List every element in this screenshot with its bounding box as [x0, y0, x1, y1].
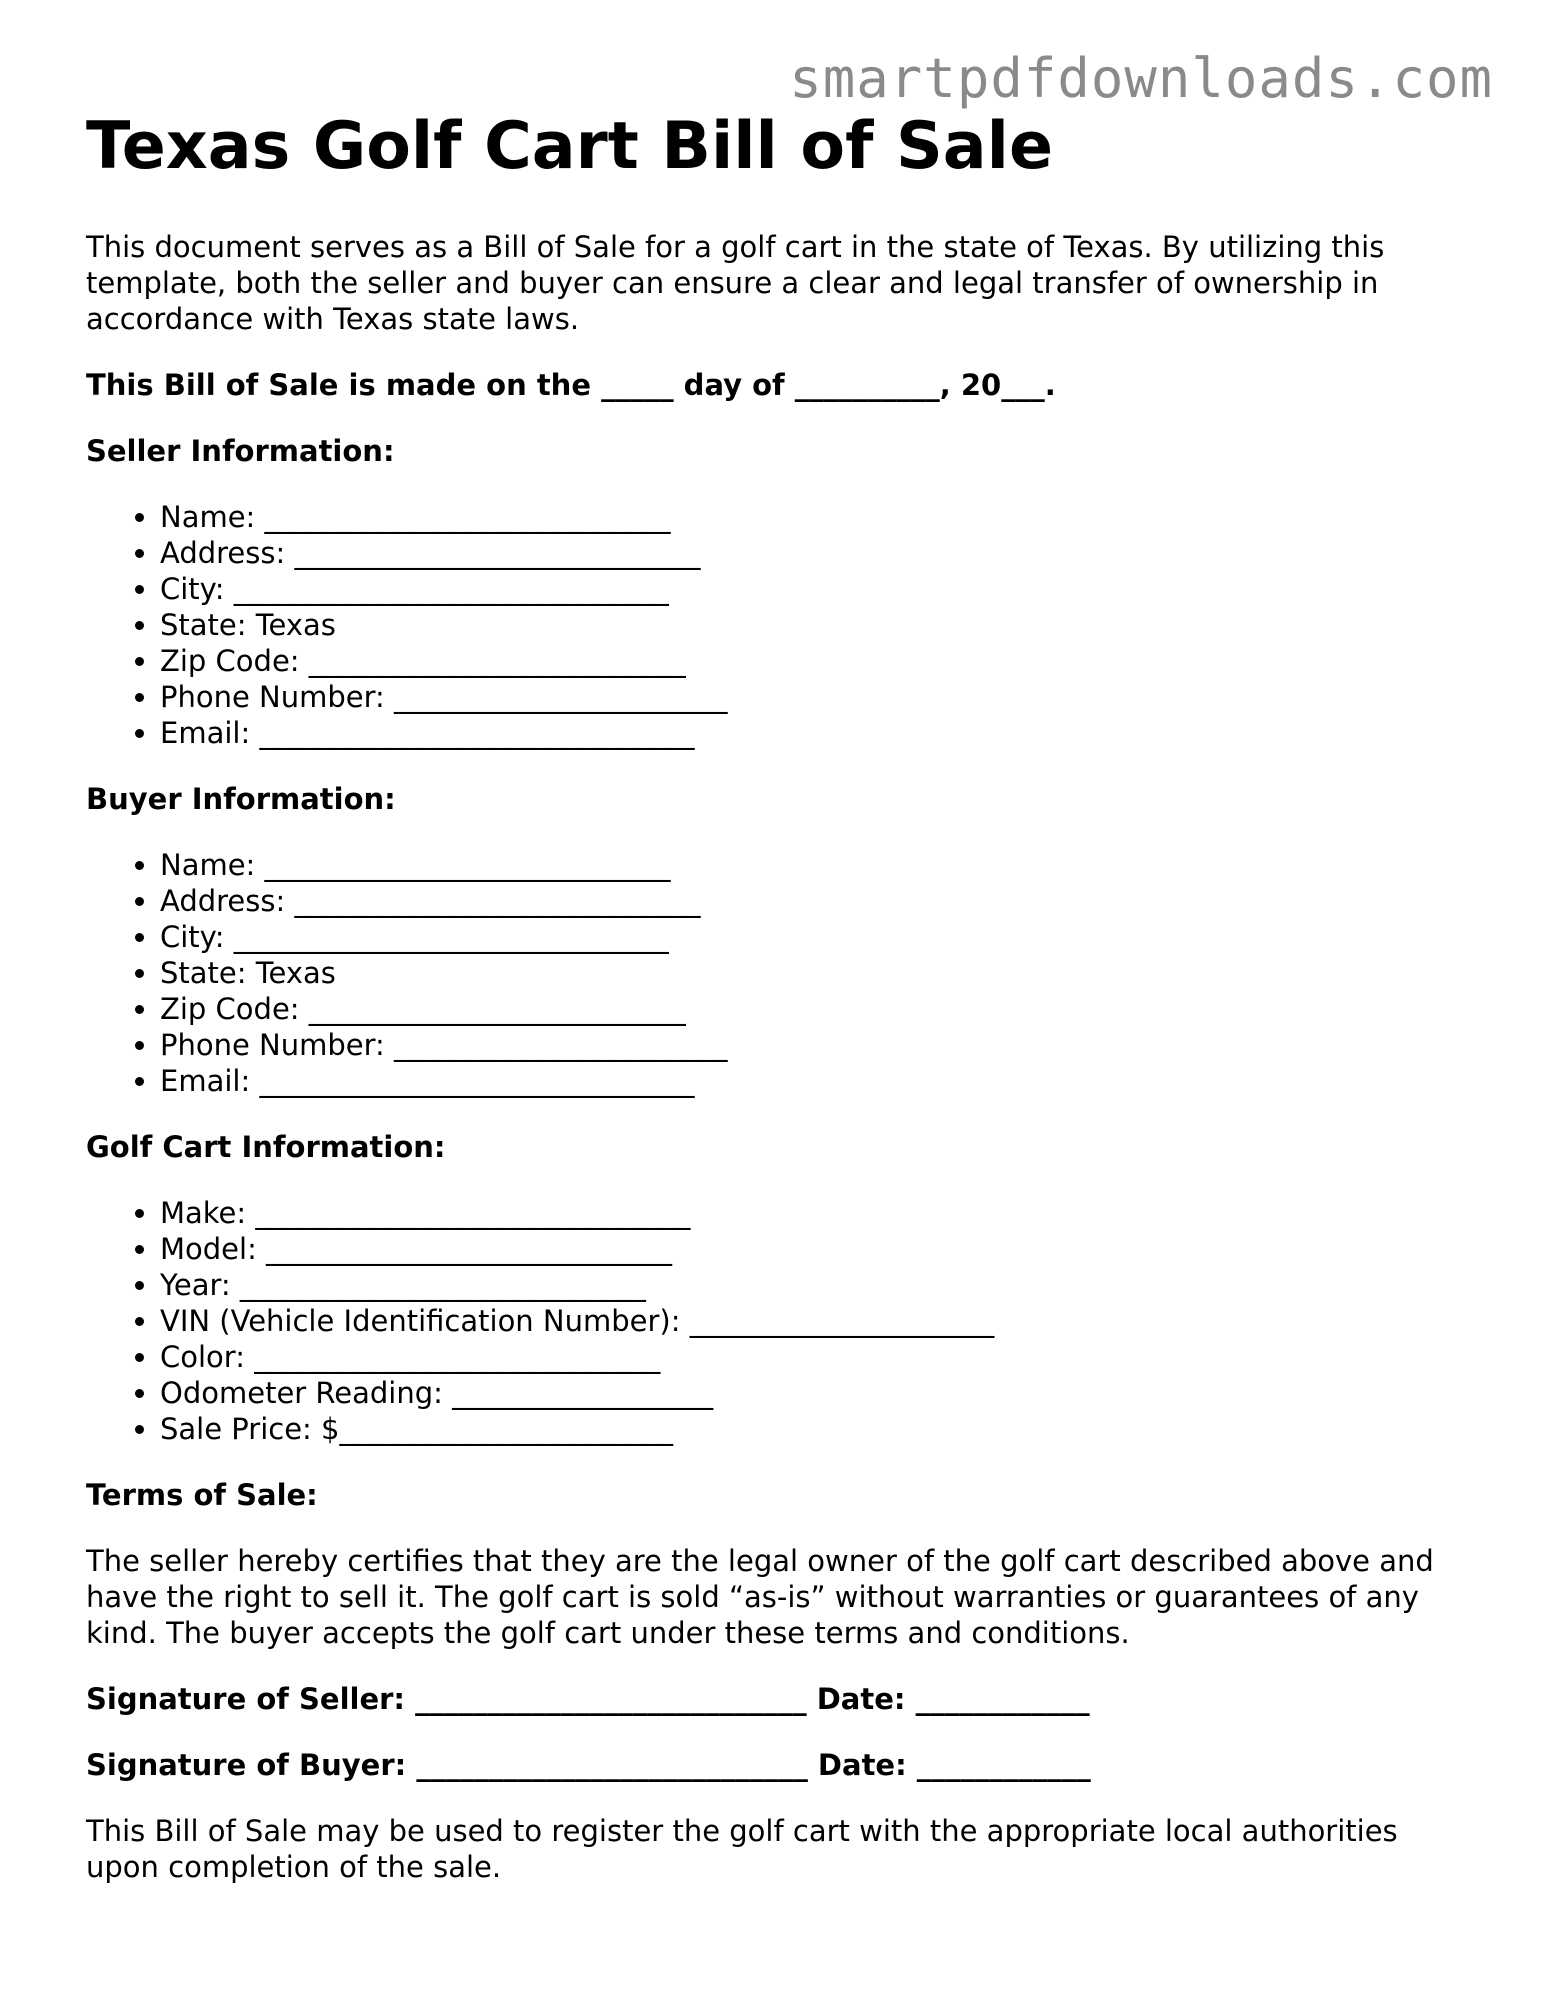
- buyer-zip-field[interactable]: • Zip Code: __________________________: [160, 991, 1466, 1027]
- seller-phone-field[interactable]: • Phone Number: _______________________: [160, 679, 1466, 715]
- closing-paragraph: This Bill of Sale may be used to register the golf cart with the appropriate local authorities upon completion of the sale.: [86, 1813, 1398, 1884]
- cart-make-field[interactable]: • Make: ______________________________: [160, 1195, 1466, 1231]
- buyer-signature-line[interactable]: Signature of Buyer: ___________________________ Date: ____________: [86, 1747, 1091, 1782]
- cart-year-field[interactable]: • Year: ____________________________: [160, 1267, 1466, 1303]
- seller-signature-line[interactable]: Signature of Seller: ___________________________ Date: ____________: [86, 1681, 1090, 1716]
- cart-sale-price-field[interactable]: • Sale Price: $_______________________: [160, 1411, 1466, 1447]
- buyer-state-field: • State: Texas: [160, 955, 1466, 991]
- buyer-phone-field[interactable]: • Phone Number: _______________________: [160, 1027, 1466, 1063]
- buyer-name-field[interactable]: • Name: ____________________________: [160, 847, 1466, 883]
- cart-odometer-field[interactable]: • Odometer Reading: __________________: [160, 1375, 1466, 1411]
- buyer-email-field[interactable]: • Email: ______________________________: [160, 1063, 1466, 1099]
- buyer-city-field[interactable]: • City: ______________________________: [160, 919, 1466, 955]
- date-line: This Bill of Sale is made on the _____ day of __________, 20___.: [86, 367, 1056, 402]
- terms-paragraph: The seller hereby certifies that they are the legal owner of the golf cart described above and have the right to sell it. The golf cart is sold “as-is” without warranties or guarantees of any kind. The buyer accepts the golf cart under these terms and conditions.: [86, 1543, 1434, 1650]
- page-title: Texas Golf Cart Bill of Sale: [86, 109, 1054, 184]
- cart-color-field[interactable]: • Color: ____________________________: [160, 1339, 1466, 1375]
- golf-cart-info-list: [86, 1195, 1466, 1447]
- buyer-address-field[interactable]: • Address: ____________________________: [160, 883, 1466, 919]
- seller-section-title: Seller Information:: [86, 433, 395, 468]
- watermark: smartpdfdownloads.com: [789, 47, 1493, 110]
- cart-model-field[interactable]: • Model: ____________________________: [160, 1231, 1466, 1267]
- seller-state-field: • State: Texas: [160, 607, 1466, 643]
- cart-vin-field[interactable]: • VIN (Vehicle Identification Number): _____________________: [160, 1303, 1466, 1339]
- seller-city-field[interactable]: • City: ______________________________: [160, 571, 1466, 607]
- seller-zip-field[interactable]: • Zip Code: __________________________: [160, 643, 1466, 679]
- document-page: [86, 110, 1466, 1885]
- seller-name-field[interactable]: • Name: ____________________________: [160, 499, 1466, 535]
- buyer-section-title: Buyer Information:: [86, 781, 396, 816]
- intro-paragraph: This document serves as a Bill of Sale for a golf cart in the state of Texas. By utilizing this template, both the seller and buyer can ensure a clear and legal transfer of ownership in accordance with Texas state laws.: [86, 229, 1385, 336]
- terms-section-title: Terms of Sale:: [86, 1477, 318, 1512]
- seller-address-field[interactable]: • Address: ____________________________: [160, 535, 1466, 571]
- golf-cart-section-title: Golf Cart Information:: [86, 1129, 446, 1164]
- seller-info-list: [86, 499, 1466, 751]
- seller-email-field[interactable]: • Email: ______________________________: [160, 715, 1466, 751]
- buyer-info-list: [86, 847, 1466, 1099]
